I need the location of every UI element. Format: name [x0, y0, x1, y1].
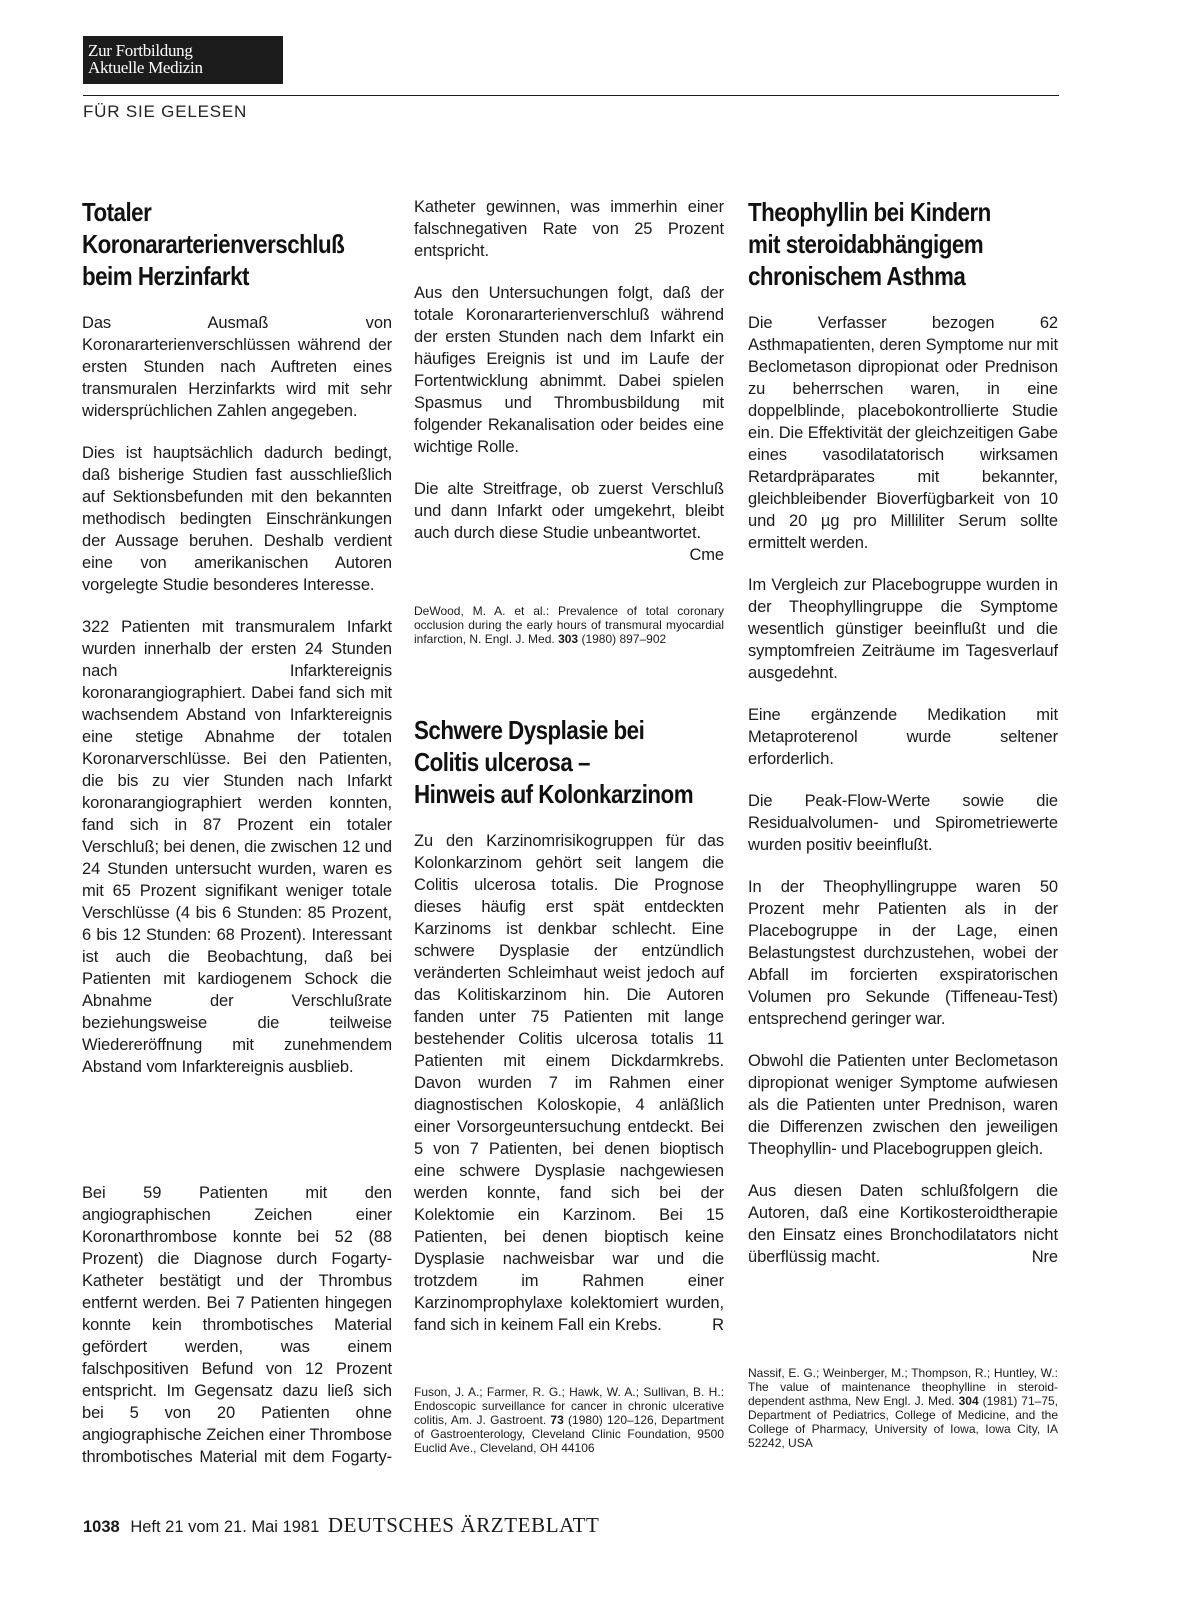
article2-title-line2: Colitis ulcerosa – [414, 747, 590, 777]
article1-signature: Cme [689, 546, 724, 564]
article1-paragraph-4: Bei 59 Patienten mit den angiographischen Zeichen einer Koronarthrombose konnte bei 52 (88 Prozent) die Diagnose durch Fogarty-Katheter bestätigt und der Thrombus entfernt werden. Bei 7 Patienten hingegen konnte kein thrombotisches Material gefördert werden, was einem falschpositiven Befund von 12 Prozent entspricht. Im Gegensatz dazu ließ sich bei 5 von 20 Patienten ohne angiographische Zeichen einer Thrombose thrombotisches Material mit dem Fogarty- [82, 1184, 392, 1466]
article3-reference [748, 1366, 1058, 1450]
article2-reference-pages: (1980) 120–126, Department of Gastroenterology, Cleveland Clinic Foundation, 9500 Euclid Ave., Cleveland, OH 44106 [414, 1413, 724, 1455]
column-2 [414, 196, 724, 566]
article2-reference-text [414, 1385, 724, 1455]
article1-paragraph-5: Aus den Untersuchungen folgt, daß der totale Koronararterienverschluß während der ersten Stunden nach dem Infarkt ein häufiges Ereignis ist und im Laufe der Fortentwicklung abnimmt. Dabei spielen Spasmus und Thrombusbildung mit folgender Rekanalisation oder beides eine wichtige Rolle. [414, 284, 724, 456]
article3-signature: Nre [1031, 1248, 1058, 1266]
article1-reference [414, 604, 724, 646]
article1-reference-pages: (1980) 897–902 [581, 632, 667, 646]
journal-name: DEUTSCHES ÄRZTEBLATT [327, 1513, 600, 1537]
article1-reference-text [414, 604, 724, 646]
column-3 [748, 196, 1058, 1288]
section-label [83, 36, 283, 84]
article1-paragraph-3: 322 Patienten mit transmuralem Infarkt wurden innerhalb der ersten 24 Stunden nach Infarktereignis koronarangiographiert. Dabei fand sich mit wachsendem Abstand von Infarktereignis eine stetige Abnahme der totalen Koronarverschlüsse. Bei den Patienten, die bis zu vier Stunden nach Infarkt koronarangiographiert werden konnten, fand sich in 87 Prozent ein totaler Verschluß; bei denen, die zwischen 12 und 24 Stunden untersucht wurden, waren es mit 65 Prozent signifikant weniger totale Verschlüsse (4 bis 6 Stunden: 85 Prozent, 6 bis 12 Stunden: 68 Prozent). Interessant ist auch die Beobachtung, daß bei Patienten mit kardiogenem Schock die Abnahme der Verschlußrate beziehungsweise die teilweise Wiedereröffnung mit zunehmendem Abstand vom Infarktereignis ausblieb. [82, 618, 392, 1076]
article3-reference-pages: (1981) 71–75, Department of Pediatrics, College of Medicine, and the College of Pharmacy, University of Iowa, Iowa City, IA 52242, USA [748, 1394, 1059, 1450]
article3-paragraph-4: Die Peak-Flow-Werte sowie die Residualvolumen- und Spirometriewerte wurden positiv beeinflußt. [748, 792, 1058, 854]
article3-paragraph-7 [748, 1180, 1058, 1268]
article1-title-line3: beim Herzinfarkt [82, 261, 249, 291]
article3-paragraph-3: Eine ergänzende Medikation mit Metaproterenol wurde seltener erforderlich. [748, 706, 1058, 768]
header-rule [83, 95, 1059, 96]
article1-title-line1: Totaler [82, 197, 152, 227]
article3-paragraph-5: In der Theophyllingruppe waren 50 Prozent mehr Patienten als in der Placebogruppe in der Lage, einen Belastungstest durchzustehen, wobei der Abfall im forcierten exspiratorischen Volumen pro Sekunde (Tiffeneau-Test) entsprechend geringer war. [748, 878, 1058, 1028]
article2-paragraph-1-text: Zu den Karzinomrisikogruppen für das Kolonkarzinom gehört seit langem die Colitis ulcerosa totalis. Die Prognose dieses häufig erst spät entdeckten Karzinoms ist denkbar schlecht. Eine schwere Dysplasie der entzündlich veränderten Schleimhaut weist jedoch auf das Kolitiskarzinom hin. Die Autoren fanden unter 75 Patienten mit lange bestehender Colitis ulcerosa totalis 11 Patienten mit einem Dickdarmkrebs. Davon wurden 7 im Rahmen einer diagnostischen Koloskopie, 4 anläßlich einer Vorsorgeuntersuchung entdeckt. Bei 5 von 7 Patienten, bei denen bioptisch eine schwere Dysplasie nachgewiesen werden konnte, fand sich bei der Kolektomie ein Karzinom. Bei 15 Patienten, bei denen bioptisch keine Dysplasie nachweisbar war und die trotzdem im Rahmen einer Karzinomprophylaxe kolektomiert wurden, fand sich in keinem Fall ein Krebs. [414, 832, 724, 1334]
article2-signature: R [712, 1316, 724, 1334]
article3-reference-citation: Nassif, E. G.; Weinberger, M.; Thompson, R.; Huntley, W.: The value of maintenance theophylline in steroid-dependent asthma, New Engl. J. Med. [748, 1366, 1058, 1408]
article2-title [414, 714, 723, 810]
article3-title-line3: chronischem Asthma [748, 261, 966, 291]
page-footer [83, 1513, 599, 1538]
article3-title-line2: mit steroidabhängigem [748, 229, 984, 259]
article1-paragraph-2: Dies ist hauptsächlich dadurch bedingt, daß bisherige Studien fast ausschließlich auf Sektionsbefunden mit den bekannten methodisch bedingten Einschränkungen der Aussage beruhen. Deshalb verdient eine von amerikanischen Autoren vorgelegte Studie besonderes Interesse. [82, 444, 392, 594]
column-1 [82, 196, 392, 1098]
article1-paragraph-6-text: Die alte Streitfrage, ob zuerst Verschluß und dann Infarkt oder umgekehrt, bleibt auch durch diese Studie unbeantwortet. [414, 480, 724, 542]
article1-title-line2: Koronararterienverschluß [82, 229, 345, 259]
article3-paragraph-2: Im Vergleich zur Placebogruppe wurden in der Theophyllingruppe die Symptome wesentlich günstiger beeinflußt und die symptomfreien Zeiträume im Tagesverlauf ausgedehnt. [748, 576, 1058, 682]
article3-paragraph-1: Die Verfasser bezogen 62 Asthmapatienten, deren Symptome nur mit Beclometason dipropionat oder Prednison zu beherrschen waren, in eine doppelblinde, placebokontrollierte Studie ein. Die Effektivität der gleichzeitigen Gabe eines vasodilatatorisch wirksamen Retardpräparates mit bekannter, gleichbleibender Bioverfügbarkeit von 10 und 20 µg pro Milliliter Serum sollte ermittelt werden. [748, 314, 1058, 552]
article1-title [82, 196, 391, 292]
article3-paragraph-6: Obwohl die Patienten unter Beclometason dipropionat weniger Symptome aufwiesen als die Patienten unter Prednison, waren die Differenzen zwischen den jeweiligen Theophyllin- und Placebogruppen gleich. [748, 1052, 1058, 1158]
article3-reference-volume: 304 [958, 1394, 979, 1408]
article3-title [748, 196, 1057, 292]
article3-reference-text [748, 1366, 1058, 1450]
section-label-line2: Aktuelle Medizin [88, 58, 203, 77]
page-number: 1038 [83, 1518, 120, 1536]
column-1-lower [82, 1182, 392, 1488]
article2-title-line1: Schwere Dysplasie bei [414, 715, 645, 745]
rubric: FÜR SIE GELESEN [83, 102, 248, 121]
article1-reference-citation: DeWood, M. A. et al.: Prevalence of total coronary occlusion during the early hours of transmural myocardial infarction, N. Engl. J. Med. [414, 604, 724, 646]
article2-paragraph-1 [414, 830, 724, 1336]
article2-reference [414, 1385, 724, 1455]
article1-paragraph-6 [414, 478, 724, 564]
article1-reference-volume: 303 [558, 632, 579, 646]
article1-paragraph-1: Das Ausmaß von Koronararterienverschlüssen während der ersten Stunden nach Auftreten eines transmuralen Herzinfarkts wird mit sehr widersprüchlichen Zahlen angegeben. [82, 314, 392, 420]
article3-paragraph-7-text: Aus diesen Daten schlußfolgern die Autoren, daß eine Kortikosteroidtherapie den Einsatz eines Bronchodilatators nicht überflüssig macht. [748, 1182, 1058, 1266]
article1-paragraph-4-continued [414, 196, 724, 262]
article1-paragraph-4-tail: Katheter gewinnen, was immerhin einer falschnegativen Rate von 25 Prozent entspricht. [414, 198, 724, 260]
article3-title-line1: Theophyllin bei Kindern [748, 197, 991, 227]
article2-reference-citation: Fuson, J. A.; Farmer, R. G.; Hawk, W. A.; Sullivan, B. H.: Endoscopic surveillance for cancer in chronic ulcerative colitis, Am. J. Gastroent. [414, 1385, 724, 1427]
section-label-line1: Zur Fortbildung [88, 41, 193, 60]
article2-reference-volume: 73 [550, 1413, 564, 1427]
article2 [414, 714, 724, 1356]
issue-info: Heft 21 vom 21. Mai 1981 [130, 1518, 320, 1536]
article2-title-line3: Hinweis auf Kolonkarzinom [414, 779, 694, 809]
